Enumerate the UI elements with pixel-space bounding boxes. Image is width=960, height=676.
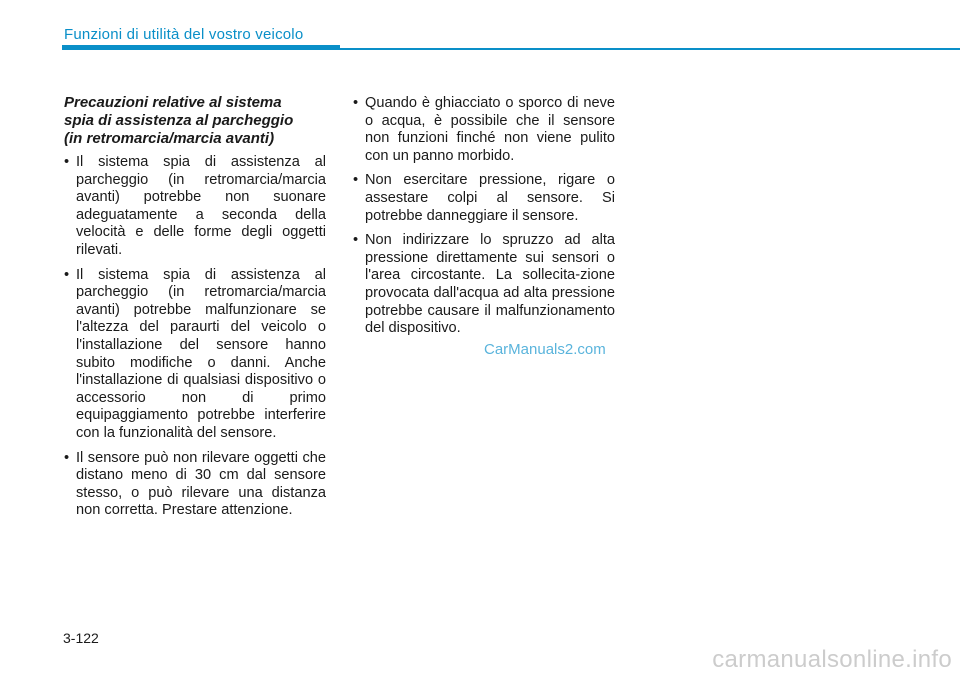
bullet-item: [353, 172, 615, 225]
bullet-text: Non esercitare pressione, rigare o assestare colpi al sensore. Si potrebbe danneggiare il sensore.: [365, 172, 615, 224]
bullet-text: Non indirizzare lo spruzzo ad alta pressione direttamente sui sensori o l'area circostante. La sollecita-zione provocata dall'acqua ad alta pressione potrebbe causare il malfunzionamento del dispositivo.: [365, 232, 615, 337]
bullet-text: Il sistema spia di assistenza al parcheggio (in retromarcia/marcia avanti) potrebbe non suonare adeguatamente a seconda della velocità e delle forme degli oggetti rilevati.: [76, 154, 326, 258]
header-rule-thick: [62, 45, 340, 50]
bullet-item: [353, 95, 615, 165]
bullet-dot: •: [353, 232, 359, 249]
bullet-dot: •: [64, 266, 70, 283]
bullet-dot: •: [353, 172, 359, 189]
page-header: [0, 0, 960, 56]
section-title-line: spia di assistenza al parcheggio: [64, 112, 294, 129]
page-number: 3-122: [63, 630, 99, 646]
bullet-dot: •: [353, 95, 359, 111]
bullet-text: Il sistema spia di assistenza al parcheggio (in retromarcia/marcia avanti) potrebbe malfunzionare se l'altezza del paraurti del veicolo o l'installazione del sensore hanno subito modifiche o danni. Anche l'installazione di qualsiasi dispositivo o accessorio non di primo equipaggiamento potrebbe interferire con la funzionalità del sensore.: [76, 266, 326, 441]
chapter-title: Funzioni di utilità del vostro veicolo: [64, 26, 304, 43]
section-title: [64, 94, 326, 148]
bullet-item: [64, 267, 326, 443]
header-rule-thin: [340, 48, 960, 50]
left-column: [64, 94, 326, 527]
section-title-line: (in retromarcia/marcia avanti): [64, 130, 275, 147]
bullet-text: Il sensore può non rilevare oggetti che distano meno di 30 cm dal sensore stesso, o può rilevare una distanza non corretta. Prestare attenzione.: [76, 449, 326, 519]
right-bullet-list: [353, 95, 615, 338]
bullet-item: [64, 450, 326, 520]
right-column: [353, 95, 615, 345]
bullet-item: [64, 154, 326, 260]
bullet-text: Quando è ghiacciato o sporco di neve o acqua, è possibile che il sensore non funzioni finché non viene pulito con un panno morbido.: [365, 95, 615, 164]
bullet-dot: •: [64, 449, 70, 466]
bullet-dot: •: [64, 154, 70, 170]
footer-watermark: carmanualsonline.info: [712, 646, 952, 673]
left-bullet-list: [64, 154, 326, 520]
section-title-line: Precauzioni relative al sistema: [64, 94, 282, 111]
site-watermark: CarManuals2.com: [484, 341, 606, 358]
bullet-item: [353, 232, 615, 338]
